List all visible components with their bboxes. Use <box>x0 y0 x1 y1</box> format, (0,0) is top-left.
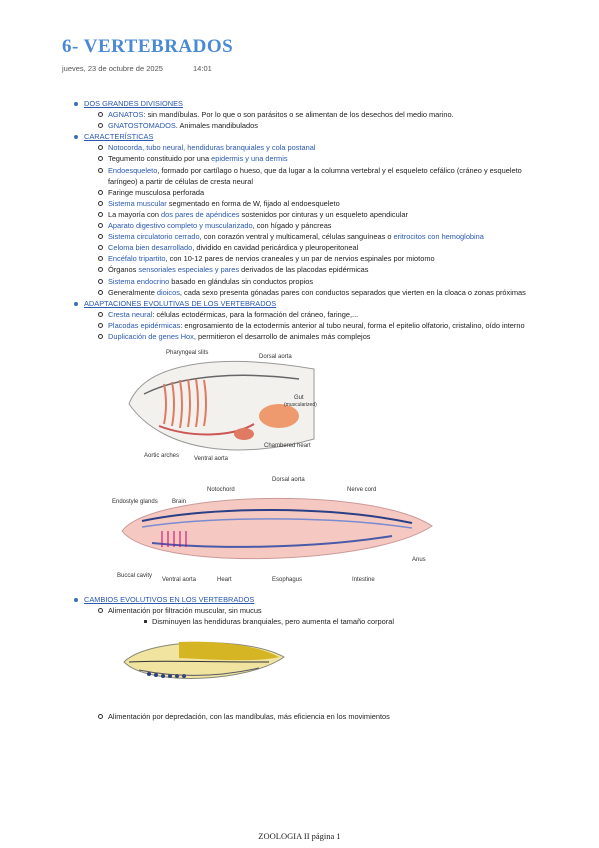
label-ventral-aorta: Ventral aorta <box>162 577 197 584</box>
label-gut-sub: (muscularized) <box>284 402 317 409</box>
list-item: GNATOSTOMADOS. Animales mandibulados <box>84 120 532 131</box>
list-item: Encéfalo tripartito, con 10-12 pares de nervios craneales y un par de nervios espinales por miotomo <box>84 253 532 264</box>
list-item: AGNATOS: sin mandíbulas. Por lo que o son parásitos o se alimentan de los desechos del medio marino. <box>84 109 532 120</box>
list-item: La mayoría con dos pares de apéndices sostenidos por cinturas y un esqueleto apendicular <box>84 209 532 220</box>
label-esophagus: Esophagus <box>272 577 303 584</box>
section-divisiones <box>62 98 532 131</box>
page-meta <box>62 64 240 73</box>
list-item: Endoesqueleto, formado por cartílago o hueso, que da lugar a la columna vertebral y el esqueleto cefálico (cráneo y esqueleto faríngeo) a partir de células de cresta neural <box>84 165 532 187</box>
figure-body-diagram <box>112 471 442 589</box>
list-item: Celoma bien desarrollado, dividido en cavidad pericárdica y pleuroperitoneal <box>84 242 532 253</box>
section-cambios <box>62 594 532 721</box>
list-item: Faringe musculosa perforada <box>84 187 532 198</box>
label-pharyngeal: Pharyngeal slits <box>166 350 209 357</box>
page-date: jueves, 23 de octubre de 2025 <box>62 64 163 73</box>
figure-fish-diagram <box>119 632 289 692</box>
heading-cambios[interactable]: CAMBIOS EVOLUTIVOS EN LOS VERTEBRADOS <box>84 595 255 605</box>
label-brain: Brain <box>172 499 187 506</box>
list-item: Placodas epidérmicas: engrosamiento de la ectodermis anterior al tubo neural, forma el epitelio olfatorio, cristalino, oído interno <box>84 320 532 331</box>
list-item: Sistema endocrino basado en glándulas sin conductos propios <box>84 276 532 287</box>
figure-pharynx-diagram <box>124 344 324 464</box>
list-item: Disminuyen las hendiduras branquiales, pero aumenta el tamaño corporal <box>108 616 532 627</box>
list-item: Sistema muscular segmentado en forma de W, fijado al endoesqueleto <box>84 198 532 209</box>
list-item: Duplicación de genes Hox, permitieron el desarrollo de animales más complejos <box>84 331 532 342</box>
label-aortic: Aortic arches <box>144 453 180 460</box>
list-item: Tegumento constituido por una epidermis y una dermis <box>84 153 532 164</box>
list-item: Alimentación por depredación, con las mandíbulas, más eficiencia en los movimientos <box>84 711 532 722</box>
page-time: 14:01 <box>193 64 212 73</box>
label-dorsal-aorta: Dorsal aorta <box>272 477 305 484</box>
label-anus: Anus <box>412 557 426 564</box>
label-ventral: Ventral aorta <box>194 456 229 463</box>
label-nerve: Nerve cord <box>347 487 377 494</box>
label-gut: Gut <box>294 395 304 402</box>
list-item: Notocorda, tubo neural, hendiduras branquiales y cola postanal <box>84 142 532 153</box>
label-chambered: Chambered heart <box>264 443 311 450</box>
page-footer: ZOOLOGIA II página 1 <box>258 831 341 841</box>
page-content <box>62 98 532 722</box>
section-adaptaciones <box>62 298 532 595</box>
list-item: Alimentación por filtración muscular, sin mucus Disminuyen las hendiduras branquiales, pero aumenta el tamaño corporal <box>84 605 532 627</box>
heading-caracteristicas[interactable]: CARACTERÍSTICAS <box>84 132 154 142</box>
heading-adaptaciones[interactable]: ADAPTACIONES EVOLUTIVAS DE LOS VERTEBRADOS <box>84 298 277 308</box>
list-item: Cresta neural: células ectodérmicas, para la formación del cráneo, faringe,... <box>84 309 532 320</box>
label-intestine: Intestine <box>352 577 375 584</box>
heading-divisiones[interactable]: DOS GRANDES DIVISIONES <box>84 99 183 108</box>
list-item: Generalmente dioicos, cada sexo presenta gónadas pares con conductos separados que vierten en la cloaca o zonas próximas <box>84 287 532 298</box>
label-heart: Heart <box>217 577 232 584</box>
label-notochord: Notochord <box>207 487 235 494</box>
label-endostyle: Endostyle glands <box>112 499 158 506</box>
list-item: Aparato digestivo completo y muscularizado, con hígado y páncreas <box>84 220 532 231</box>
label-buccal: Buccal cavity <box>117 573 153 580</box>
list-item: Sistema circulatorio cerrado, con corazón ventral y multicameral, células sanguíneas o eritrocitos con hemoglobina <box>84 231 532 242</box>
page-title: 6- VERTEBRADOS <box>62 36 234 57</box>
section-caracteristicas <box>62 131 532 297</box>
list-item: Órganos sensoriales especiales y pares derivados de las placodas epidérmicas <box>84 264 532 275</box>
label-dorsal: Dorsal aorta <box>259 354 292 361</box>
